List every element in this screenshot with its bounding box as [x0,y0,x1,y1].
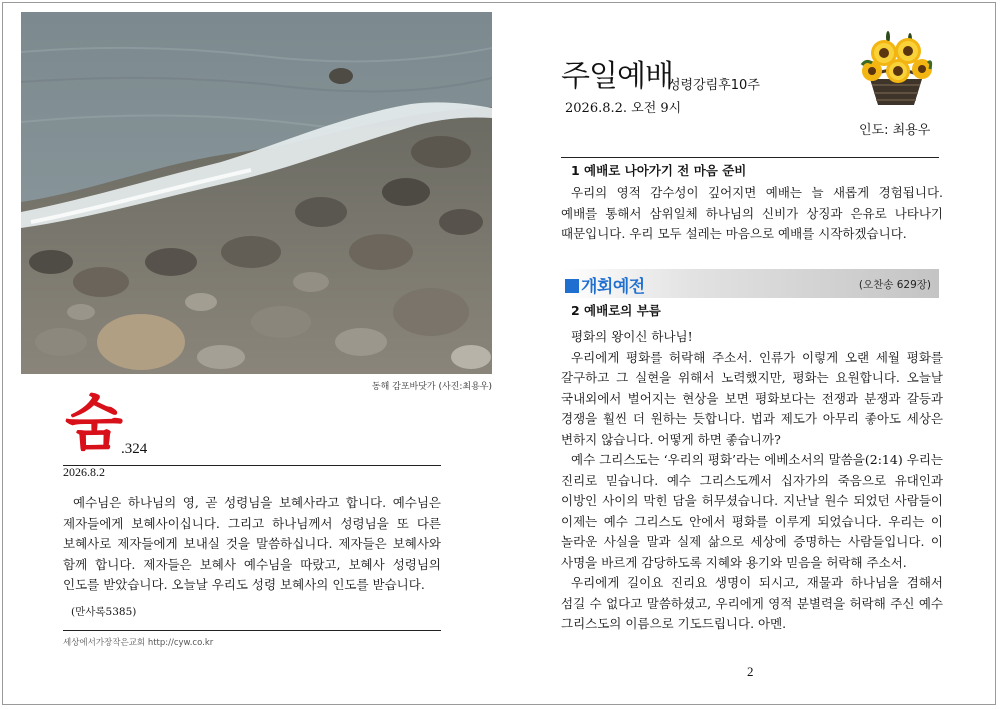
service-subtitle: 성령강림후10주 [668,78,760,93]
sunflower-basket-icon [858,29,934,109]
opening-rite-title [565,272,645,297]
bulletin-date: 2026.8.2 [63,465,105,479]
hymn-number: (오찬송 629장) [858,279,931,291]
title-divider [63,465,441,466]
page-number: 2 [747,664,754,679]
service-title: 주일예배 [561,59,673,94]
service-leader: 인도: 최용우 [859,123,931,138]
church-website-footer: 세상에서가장작은교회 http://cyw.co.kr [63,638,214,648]
call-paragraph: 예수 그리스도는 ‘우리의 평화’라는 에베소서의 말씀을(2:14) 우리는 진리로 믿습니다. 예수 그리스도께서 십자가의 죽음으로 유대인과 이방인 사이의 막힌 담을 허무셨습니다. 지난날 원수 되었던 사람들이 이제는 예수 그리스도 안에서 평화를 이루게 되었습니다. 우리는 이 놀라운 사실을 말과 실제 삶으로 세상에 증명하는 사람들입니다. 이 사명을 바르게 감당하도록 지혜와 용기와 믿음을 허락해 주소서. [561,452,943,570]
bulletin-title-word: 숨 [65,389,121,459]
call-paragraph: 평화의 왕이신 하나님! [571,329,693,344]
call-paragraph: 우리에게 평화를 허락해 주소서. 인류가 이렇게 오랜 세월 평화를 갈구하고 그 실현을 위해서 노력했지만, 평화는 요원합니다. 오늘날 국내외에서 벌어지는 현상을 보면 평화보다는 전쟁과 분쟁과 갈등과 경쟁을 훨씬 더 원하는 듯합니다. 법과 제도가 아무리 좋아도 세상은 변하지 않습니다. 어떻게 하면 좋습니까? [561,349,943,447]
meditation-reference: (만사록5385) [71,606,137,618]
issue-number: .324 [121,441,148,457]
section-divider [561,157,939,158]
footer-divider [63,630,441,631]
opening-rite-band [561,269,939,298]
meditation-paragraph: 예수님은 하나님의 영, 곧 성령님을 보혜사라고 합니다. 예수님은 제자들에게 보혜사이십니다. 그리고 하나님께서 성령님을 또 다른 보혜사로 제자들에게 보내실 것을 말씀하십니다. 제자들은 보혜사와 함께 합니다. 제자들은 보혜사 예수님을 따랐고, 보혜사 성령님의 인도를 받았습니다. 오늘날 우리도 성령 보혜사의 인도를 받습니다. [63,495,441,592]
section2-body [561,327,943,635]
section1-body [561,183,943,245]
section1-paragraph: 우리의 영적 감수성이 깊어지면 예배는 늘 새롭게 경험됩니다. 예배를 통해서 삼위일체 하나님의 신비가 상징과 은유로 나타나기 때문입니다. 우리 모두 설레는 마음으로 예배를 시작하겠습니다. [561,185,943,241]
section1-heading: 1 예배로 나아가기 전 마음 준비 [571,163,747,178]
service-datetime: 2026.8.2. 오전 9시 [565,101,682,116]
photo-caption: 동해 감포바닷가 (사진:최용우) [371,382,492,392]
section2-heading: 2 예배로의 부름 [571,303,661,318]
meditation-text [63,493,441,596]
call-paragraph: 우리에게 길이요 진리요 생명이 되시고, 재물과 하나님을 겸해서 섬길 수 없다고 말씀하셨고, 우리에게 영적 분별력을 허락해 주신 예수 그리스도의 이름으로 기도드립니다. 아멘. [561,575,943,631]
square-bullet-icon [565,279,579,293]
seashore-photo [21,12,492,374]
bulletin-sheet [2,2,996,705]
opening-rite-label: 개회예전 [581,277,645,297]
